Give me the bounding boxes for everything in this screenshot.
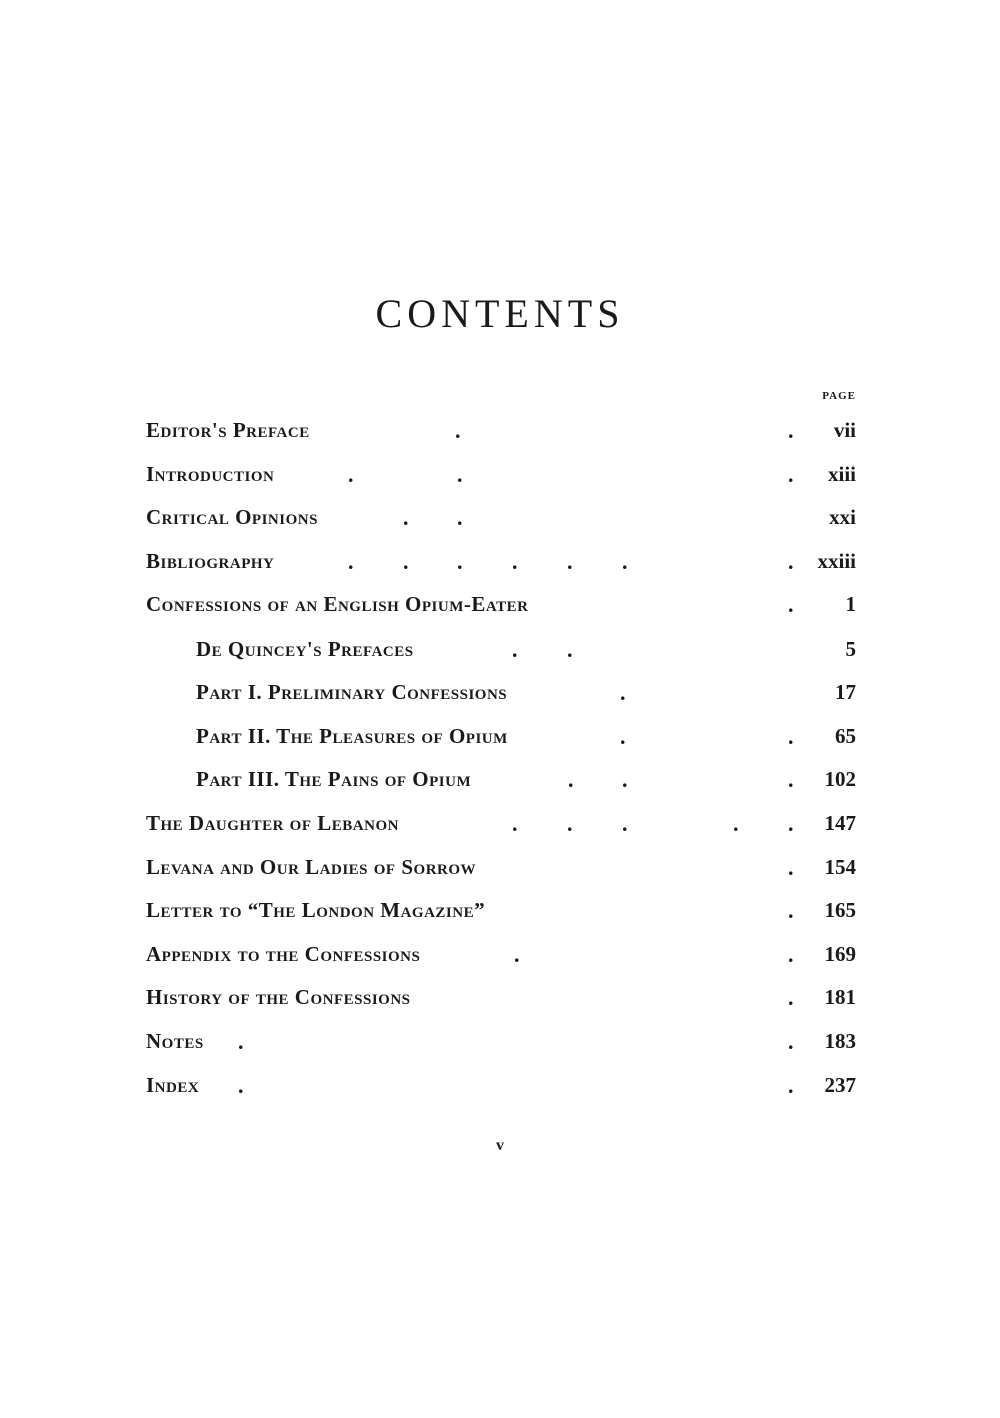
- leader-dot: .: [622, 767, 628, 792]
- leader-dot: .: [788, 985, 794, 1010]
- leader-dot: .: [568, 767, 574, 792]
- leader-dot: .: [512, 549, 518, 574]
- toc-entry-title: Bibliography: [146, 549, 275, 573]
- toc-entry-title: Part I. Preliminary Confessions: [196, 680, 508, 704]
- toc-entry-page: 181: [824, 985, 856, 1009]
- toc-entry-title: Levana and Our Ladies of Sorrow: [146, 855, 477, 879]
- leader-dot: .: [403, 505, 409, 530]
- leader-dot: .: [788, 592, 794, 617]
- toc-entry-page: vii: [833, 418, 856, 442]
- toc-entry-title: Index: [146, 1073, 200, 1097]
- leader-dot: .: [457, 462, 463, 487]
- toc-entry-page: xiii: [827, 462, 856, 486]
- leader-dot: .: [238, 1029, 244, 1054]
- toc-entry-page: 169: [824, 942, 856, 966]
- leader-dot: .: [348, 549, 354, 574]
- page-title: CONTENTS: [375, 291, 625, 336]
- toc-entry-page: 102: [824, 767, 856, 791]
- leader-dot: .: [788, 462, 794, 487]
- toc-entry-letter-london-magazine[interactable]: [0, 898, 1000, 928]
- toc-entry-editors-preface[interactable]: [0, 418, 1000, 448]
- leader-dot: .: [788, 942, 794, 967]
- toc-entry-page: 147: [824, 811, 856, 835]
- leader-dot: .: [788, 418, 794, 443]
- leader-dot: .: [403, 549, 409, 574]
- toc-entry-part-one[interactable]: [0, 680, 1000, 710]
- leader-dot: .: [455, 418, 461, 443]
- toc-entry-title: History of the Confessions: [146, 985, 411, 1009]
- leader-dot: .: [788, 1073, 794, 1098]
- leader-dot: .: [788, 724, 794, 749]
- leader-dot: .: [512, 637, 518, 662]
- leader-dot: .: [788, 1029, 794, 1054]
- toc-entry-page: 65: [835, 724, 856, 748]
- toc-entry-part-two[interactable]: [0, 724, 1000, 754]
- page-folio: v: [496, 1137, 504, 1154]
- toc-entry-title: Introduction: [146, 462, 275, 486]
- leader-dot: .: [238, 1073, 244, 1098]
- leader-dot: .: [622, 811, 628, 836]
- toc-entry-notes[interactable]: [0, 1029, 1000, 1059]
- toc-entry-title: Notes: [146, 1029, 204, 1053]
- leader-dot: .: [457, 505, 463, 530]
- toc-entry-title: Part II. The Pleasures of Opium: [196, 724, 508, 748]
- leader-dot: .: [514, 942, 520, 967]
- page-column-header: PAGE: [822, 390, 856, 402]
- toc-entry-appendix[interactable]: [0, 942, 1000, 972]
- toc-entry-part-three[interactable]: [0, 767, 1000, 797]
- toc-entry-title: Letter to “The London Magazine”: [146, 898, 486, 922]
- leader-dot: .: [620, 724, 626, 749]
- toc-entry-title: The Daughter of Lebanon: [146, 811, 399, 835]
- leader-dot: .: [567, 549, 573, 574]
- leader-dot: .: [622, 549, 628, 574]
- toc-entry-page: 154: [824, 855, 856, 879]
- leader-dot: .: [788, 549, 794, 574]
- toc-entry-page: xxiii: [817, 549, 856, 573]
- toc-entry-index[interactable]: [0, 1073, 1000, 1103]
- toc-entry-title: De Quincey's Prefaces: [196, 637, 414, 661]
- leader-dot: .: [788, 811, 794, 836]
- toc-entry-title: Confessions of an English Opium-Eater: [146, 592, 529, 616]
- leader-dot: .: [567, 637, 573, 662]
- leader-dot: .: [512, 811, 518, 836]
- toc-entry-bibliography[interactable]: [0, 549, 1000, 579]
- toc-entry-page: 5: [845, 637, 856, 661]
- toc-entry-page: 237: [824, 1073, 856, 1097]
- toc-entry-page: 1: [845, 592, 856, 616]
- toc-entry-daughter-of-lebanon[interactable]: [0, 811, 1000, 841]
- toc-entry-title: Appendix to the Confessions: [146, 942, 421, 966]
- toc-entry-page: 165: [824, 898, 856, 922]
- toc-entry-history[interactable]: [0, 985, 1000, 1015]
- toc-entry-critical-opinions[interactable]: [0, 505, 1000, 535]
- leader-dot: .: [788, 767, 794, 792]
- toc-entry-page: xxi: [829, 505, 856, 529]
- leader-dot: .: [733, 811, 739, 836]
- leader-dot: .: [788, 898, 794, 923]
- toc-entry-title: Critical Opinions: [146, 505, 318, 529]
- toc-entry-confessions[interactable]: [0, 592, 1000, 622]
- leader-dot: .: [348, 462, 354, 487]
- leader-dot: .: [457, 549, 463, 574]
- toc-entry-title: Part III. The Pains of Opium: [196, 767, 472, 791]
- leader-dot: .: [567, 811, 573, 836]
- leader-dot: .: [620, 680, 626, 705]
- toc-entry-levana[interactable]: [0, 855, 1000, 885]
- toc-entry-de-quinceys-prefaces[interactable]: [0, 637, 1000, 667]
- toc-entry-title: Editor's Preface: [146, 418, 310, 442]
- leader-dot: .: [788, 855, 794, 880]
- toc-entry-page: 183: [824, 1029, 856, 1053]
- toc-entry-introduction[interactable]: [0, 462, 1000, 492]
- toc-entry-page: 17: [835, 680, 856, 704]
